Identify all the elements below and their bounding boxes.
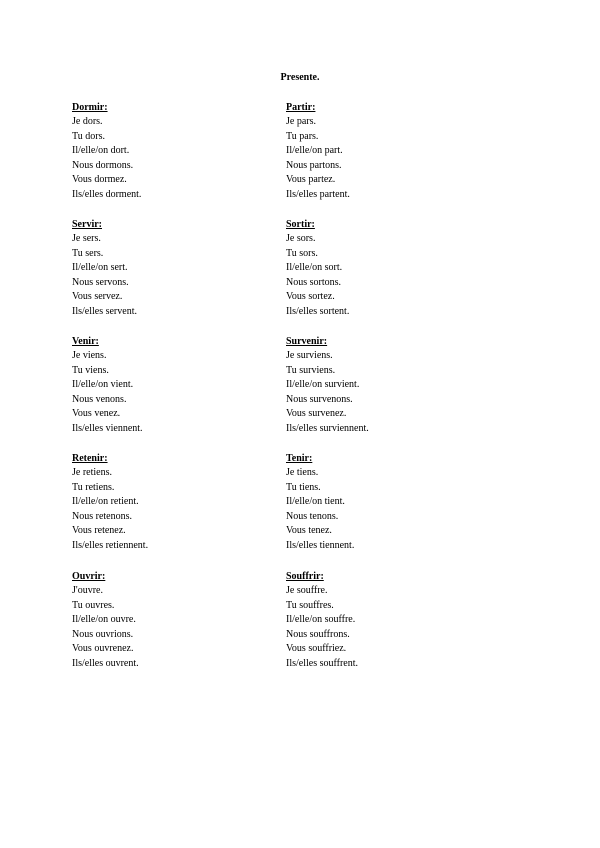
conjugation-line: Nous partons. [286, 159, 342, 171]
verb-heading: Partir: [286, 102, 316, 113]
conjugation-line: Je surviens. [286, 350, 333, 361]
conjugation-line: Je tiens. [286, 467, 319, 478]
conjugation-line: Vous dormez. [72, 174, 127, 186]
verb-heading: Tenir: [286, 453, 313, 464]
conjugation-line: Nous souffrons. [286, 628, 350, 640]
conjugation-line: Tu sors. [286, 247, 318, 259]
conjugation-line: Nous ouvrions. [72, 628, 134, 640]
verb-heading: Souffrir: [286, 571, 324, 582]
conjugation-line: Je sors. [286, 233, 316, 244]
conjugation-line: Il/elle/on tient. [286, 496, 345, 508]
conjugation-block-dormir [72, 100, 141, 203]
conjugation-line: Je dors. [72, 116, 103, 127]
verb-heading: Dormir: [72, 102, 108, 113]
conjugation-line: Tu viens. [72, 364, 109, 376]
conjugation-line: Tu pars. [286, 130, 319, 142]
conjugation-line: Ils/elles souffrent. [286, 657, 359, 669]
conjugation-line: Je souffre. [286, 585, 328, 596]
page-title: Presente. [280, 72, 320, 83]
conjugation-line: Il/elle/on dort. [72, 145, 130, 157]
conjugation-line: Nous retenons. [72, 510, 132, 522]
conjugation-block-venir [72, 334, 143, 437]
conjugation-line: Vous retenez. [72, 525, 126, 537]
conjugation-line: Il/elle/on vient. [72, 379, 134, 391]
conjugation-line: Ils/elles retiennent. [72, 539, 149, 551]
conjugation-line: Il/elle/on retient. [72, 496, 139, 508]
conjugation-block-ouvrir [72, 569, 139, 672]
verb-heading: Ouvrir: [72, 571, 106, 582]
conjugation-line: Ils/elles ouvrent. [72, 657, 139, 669]
conjugation-line: Je pars. [286, 116, 316, 127]
conjugation-line: Vous ouvrenez. [72, 643, 134, 655]
conjugation-line: Tu dors. [72, 130, 105, 142]
conjugation-line: Je viens. [72, 350, 107, 361]
conjugation-line: Vous souffriez. [286, 643, 347, 655]
conjugation-line: Ils/elles viennent. [72, 422, 143, 434]
conjugation-line: Ils/elles sortent. [286, 305, 350, 317]
conjugation-line: Tu tiens. [286, 481, 321, 493]
conjugation-line: Tu surviens. [286, 364, 336, 376]
verb-heading: Retenir: [72, 453, 108, 464]
conjugation-line: Ils/elles servent. [72, 305, 137, 317]
verb-heading: Servir: [72, 219, 102, 230]
conjugation-line: Vous servez. [72, 291, 123, 303]
conjugation-line: Nous survenons. [286, 393, 353, 405]
conjugation-block-retenir [72, 451, 148, 554]
conjugation-line: Nous tenons. [286, 510, 339, 522]
conjugation-line: Nous servons. [72, 276, 129, 288]
conjugation-line: Ils/elles partent. [286, 188, 350, 200]
conjugation-line: Vous venez. [72, 408, 121, 420]
conjugation-block-sortir [286, 217, 349, 320]
conjugation-block-survenir [286, 334, 369, 437]
conjugation-line: Il/elle/on survient. [286, 379, 360, 391]
conjugation-line: Ils/elles tiennent. [286, 539, 355, 551]
conjugation-line: Tu retiens. [72, 481, 115, 493]
conjugation-line: Il/elle/on ouvre. [72, 614, 136, 626]
conjugation-block-souffrir [286, 569, 358, 672]
verb-heading: Sortir: [286, 219, 315, 230]
conjugation-line: Tu ouvres. [72, 599, 115, 611]
conjugation-block-tenir [286, 451, 354, 554]
verb-heading: Venir: [72, 336, 99, 347]
conjugation-line: Je sers. [72, 233, 101, 244]
conjugation-block-partir [286, 100, 350, 203]
conjugation-line: Nous dormons. [72, 159, 134, 171]
conjugation-line: Ils/elles dorment. [72, 188, 142, 200]
conjugation-line: Nous venons. [72, 393, 127, 405]
conjugation-line: Vous tenez. [286, 525, 332, 537]
conjugation-line: Tu souffres. [286, 599, 334, 611]
conjugation-line: J'ouvre. [72, 585, 103, 596]
conjugation-line: Vous survenez. [286, 408, 347, 420]
conjugation-line: Il/elle/on sert. [72, 262, 128, 274]
conjugation-line: Nous sortons. [286, 276, 342, 288]
conjugation-line: Ils/elles surviennent. [286, 422, 369, 434]
conjugation-line: Il/elle/on souffre. [286, 614, 356, 626]
conjugation-line: Je retiens. [72, 467, 112, 478]
conjugation-line: Il/elle/on sort. [286, 262, 343, 274]
conjugation-block-servir [72, 217, 137, 320]
conjugation-line: Vous partez. [286, 174, 336, 186]
conjugation-line: Vous sortez. [286, 291, 335, 303]
verb-heading: Survenir: [286, 336, 328, 347]
conjugation-line: Il/elle/on part. [286, 145, 343, 157]
conjugation-line: Tu sers. [72, 247, 104, 259]
